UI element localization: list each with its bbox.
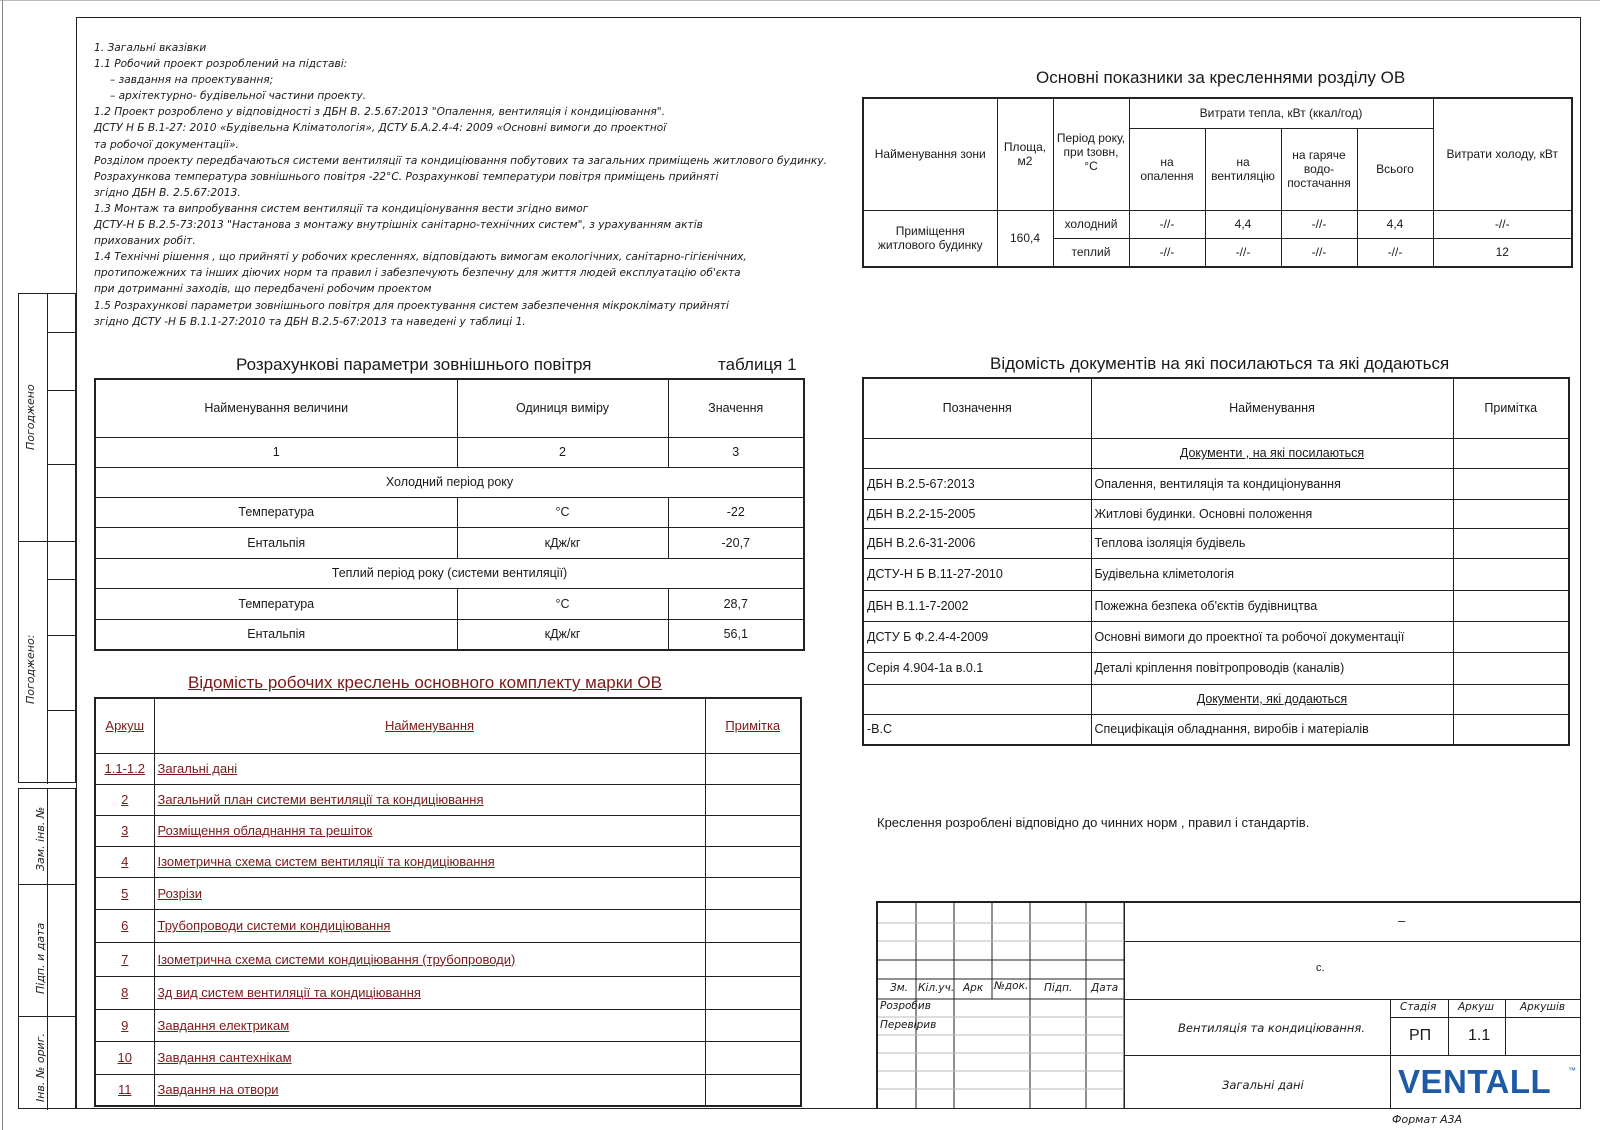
table-cell <box>705 1041 801 1074</box>
drawings-table <box>94 697 802 1107</box>
stamp-col-sheet: Арк <box>963 982 984 994</box>
table-cell: Температура <box>95 588 457 619</box>
agreed-label-2: Погоджено: <box>24 634 37 704</box>
inventory-strip <box>18 788 76 1109</box>
table-cell: °С <box>457 497 668 527</box>
stamp-section: Вентиляція та кондиціювання. <box>1178 1021 1365 1035</box>
doc-code: ДСТУ Б Ф.2.4-4-2009 <box>863 621 1091 652</box>
table-cell <box>705 1009 801 1041</box>
format-label: Формат А3А <box>1392 1113 1463 1126</box>
params-header-value: Значення <box>668 379 804 437</box>
documents-table <box>862 377 1570 746</box>
table-cell <box>1453 621 1569 652</box>
table-cell <box>705 1074 801 1106</box>
drawings-header-note: Примітка <box>705 698 801 753</box>
stamp-sheet-title: Загальні дані <box>1222 1078 1304 1092</box>
drawing-title-link[interactable]: Розрізи <box>154 877 705 909</box>
table-cell <box>1453 652 1569 684</box>
drawing-title-link[interactable]: Загальні дані <box>154 753 705 784</box>
drawing-sheet-link[interactable]: 1.1-1.2 <box>95 753 154 784</box>
table-cell: теплий <box>1053 238 1129 267</box>
stamp-line <box>1390 1017 1581 1018</box>
general-notes <box>94 40 854 330</box>
note-line: Розрахункова температура зовнішнього повітря -22°С. Розрахункові температури повітря приміщень прийняті <box>94 170 719 183</box>
doc-code: ДСТУ-Н Б В.11-27-2010 <box>863 558 1091 590</box>
table-cell <box>1453 438 1569 468</box>
doc-name: Опалення, вентиляція та кондиціонування <box>1091 468 1453 499</box>
doc-name: Будівельна кліметологія <box>1091 558 1453 590</box>
drawing-title-link[interactable]: 3д вид систем вентиляції та кондиціювання <box>154 976 705 1009</box>
note-line: – завдання на проектування; <box>110 74 274 87</box>
indicators-table <box>862 97 1573 268</box>
table-cell: 4,4 <box>1205 210 1281 238</box>
note-line: та робочої документації». <box>94 138 239 151</box>
indicators-header-area: Площа, м2 <box>997 98 1053 210</box>
original-inv-label: Інв. № ориг. <box>34 1033 47 1102</box>
doc-name: Основні вимоги до проектної та робочої документації <box>1091 621 1453 652</box>
indicators-header-heat: Витрати тепла, кВт (ккал/год) <box>1129 98 1433 128</box>
stamp-sheet-value: 1.1 <box>1468 1027 1491 1044</box>
drawing-title-link[interactable]: Завдання сантехнікам <box>154 1041 705 1074</box>
title-block <box>876 901 1581 1109</box>
table-cell: -20,7 <box>668 527 804 558</box>
note-line: протипожежних та інших діючих норм та правил і забезпечують безпечну для життя людей експлуатацію об'єкта <box>94 267 741 280</box>
indicators-header-cold: Витрати холоду, кВт <box>1433 98 1572 210</box>
doc-code: -В.С <box>863 714 1091 745</box>
drawing-sheet-link[interactable]: 10 <box>95 1041 154 1074</box>
drawing-title-link[interactable]: Завдання на отвори <box>154 1074 705 1106</box>
table-cell: кДж/кг <box>457 619 668 650</box>
doc-name: Теплова ізоляція будівель <box>1091 528 1453 558</box>
table-cell: -//- <box>1129 210 1205 238</box>
stamp-line <box>1124 1055 1581 1056</box>
table-cell <box>705 784 801 815</box>
table-cell: 56,1 <box>668 619 804 650</box>
table-cell <box>863 684 1091 714</box>
drawing-sheet-link[interactable]: 4 <box>95 846 154 877</box>
drawing-title-link[interactable]: Ізометрична схема системи кондиціювання (трубопроводи) <box>154 942 705 976</box>
ventall-logo: VENTALL <box>1398 1063 1552 1100</box>
note-line: ДСТУ-Н Б В.2.5-73:2013 "Настанова з монтажу внутрішніх санітарно-технічних систем", з урахуванням актів <box>94 219 703 232</box>
doc-code: ДБН В.1.1-7-2002 <box>863 590 1091 621</box>
doc-name: Житлові будинки. Основні положення <box>1091 499 1453 528</box>
table-cell <box>705 753 801 784</box>
warm-period-label: Теплий період року (системи вентиляції) <box>95 558 804 588</box>
documents-header-designation: Позначення <box>863 378 1091 438</box>
attached-docs-section: Документи, які додаються <box>1091 684 1453 714</box>
table-cell <box>1453 499 1569 528</box>
table-cell <box>1453 468 1569 499</box>
table-cell <box>1453 590 1569 621</box>
drawing-title-link[interactable]: Розміщення обладнання та решіток <box>154 815 705 846</box>
approval-strip-1 <box>18 293 76 783</box>
table-cell: -22 <box>668 497 804 527</box>
ventall-trademark: ™ <box>1568 1066 1576 1075</box>
table-cell: Температура <box>95 497 457 527</box>
table-cell: -//- <box>1205 238 1281 267</box>
table-cell <box>705 942 801 976</box>
stamp-object: с. <box>1316 962 1325 974</box>
stamp-right-border <box>1124 903 1125 1109</box>
drawing-sheet-link[interactable]: 3 <box>95 815 154 846</box>
table-cell: 28,7 <box>668 588 804 619</box>
drawing-sheet-link[interactable]: 7 <box>95 942 154 976</box>
drawings-header-sheet: Аркуш <box>95 698 154 753</box>
zone-area: 160,4 <box>997 210 1053 267</box>
table-cell: °С <box>457 588 668 619</box>
note-line: 1.3 Монтаж та випробування систем вентиляції та кондиціонування вести згідно вимог <box>94 202 589 215</box>
indicators-header-ventilation: на вентиляцію <box>1205 128 1281 210</box>
drawings-header-name: Найменування <box>154 698 705 753</box>
table-cell <box>705 976 801 1009</box>
table-cell <box>1453 558 1569 590</box>
note-line: згідно ДСТУ -Н Б В.1.1-27:2010 та ДБН В.2.5-67:2013 та наведені у таблиці 1. <box>94 315 526 328</box>
table-cell: 4,4 <box>1357 210 1433 238</box>
note-line: при дотриманні заходів, що передбачені робочим проектом <box>94 283 432 296</box>
params-num-1: 1 <box>95 437 457 467</box>
stamp-stage-header: Стадія <box>1400 1001 1437 1013</box>
note-line: 1.1 Робочий проект розроблений на підставі: <box>94 58 348 71</box>
params-header-name: Найменування величини <box>95 379 457 437</box>
table-cell: Ентальпія <box>95 527 457 558</box>
note-line: 1.4 Технічні рішення , що прийняті у робочих кресленнях, відповідають вимогам екологічних, санітарно-гігієнічних, <box>94 251 747 264</box>
params-num-3: 3 <box>668 437 804 467</box>
indicators-header-hot-water: на гаряче водо-постачання <box>1281 128 1357 210</box>
table-cell: кДж/кг <box>457 527 668 558</box>
indicators-title: Основні показники за кресленнями розділу ОВ <box>1036 68 1406 87</box>
drawing-sheet-link[interactable]: 6 <box>95 909 154 942</box>
agreed-label: Погоджено <box>24 384 37 450</box>
replaced-inv-label: Зам. інв. № <box>34 806 47 871</box>
table-cell: -//- <box>1433 210 1572 238</box>
drawing-title-link[interactable]: Трубопроводи системи кондиціювання <box>154 909 705 942</box>
stamp-col-sign: Підп. <box>1044 982 1073 994</box>
table-cell <box>1453 684 1569 714</box>
drawing-sheet-link[interactable]: 2 <box>95 784 154 815</box>
stamp-sheet-header: Аркуш <box>1458 1001 1495 1013</box>
table-cell <box>705 815 801 846</box>
table-cell <box>1453 714 1569 745</box>
compliance-statement: Креслення розроблені відповідно до чинних норм , правил і стандартів. <box>877 815 1310 830</box>
indicators-header-zone: Найменування зони <box>863 98 997 210</box>
table-cell <box>705 877 801 909</box>
stamp-line <box>1124 999 1581 1000</box>
doc-code: ДБН В.2.5-67:2013 <box>863 468 1091 499</box>
drawing-title-link[interactable]: Загальний план системи вентиляції та кондиціювання <box>154 784 705 815</box>
table-cell: -//- <box>1281 238 1357 267</box>
drawing-title-link[interactable]: Завдання електрикам <box>154 1009 705 1041</box>
doc-code: ДБН В.2.2-15-2005 <box>863 499 1091 528</box>
stamp-checked-label: Перевірив <box>880 1019 937 1031</box>
drawing-sheet-link[interactable]: 5 <box>95 877 154 909</box>
note-line: згідно ДБН В. 2.5.67:2013. <box>94 186 241 199</box>
drawing-sheet-link[interactable]: 8 <box>95 976 154 1009</box>
table-cell <box>705 846 801 877</box>
documents-header-name: Найменування <box>1091 378 1453 438</box>
stamp-line <box>1390 999 1391 1109</box>
stamp-stage-value: РП <box>1409 1027 1432 1044</box>
stamp-developed-label: Розробив <box>880 1000 931 1012</box>
stamp-line <box>1505 999 1506 1055</box>
doc-name: Пожежна безпека об'єктів будівництва <box>1091 590 1453 621</box>
table-cell: -//- <box>1357 238 1433 267</box>
doc-code: ДБН В.2.6-31-2006 <box>863 528 1091 558</box>
note-line: – архітектурно- будівельної частини проекту. <box>110 90 367 103</box>
doc-name: Деталі кріплення повітропроводів (каналів) <box>1091 652 1453 684</box>
params-title: Розрахункові параметри зовнішнього повітря <box>236 355 592 374</box>
table-cell: Ентальпія <box>95 619 457 650</box>
cold-period-label: Холодний період року <box>95 467 804 497</box>
doc-name: Специфікація обладнання, виробів і матеріалів <box>1091 714 1453 745</box>
table-cell <box>1453 528 1569 558</box>
indicators-header-period: Період року, при tзовн, °С <box>1053 98 1129 210</box>
table-cell: -//- <box>1129 238 1205 267</box>
note-line: 1.2 Проект розроблено у відповідності з ДБН В. 2.5.67:2013 "Опалення, вентиляція і кондиціювання". <box>94 106 665 119</box>
table-cell: холодний <box>1053 210 1129 238</box>
note-line: ДСТУ Н Б В.1-27: 2010 «Будівельна Кліматологія», ДСТУ Б.А.2.4-4: 2009 «Основні вимоги до проектної <box>94 122 667 135</box>
note-line: 1.5 Розрахункові параметри зовнішнього повітря для проектування систем забезпечення мікроклімату прийняті <box>94 299 729 312</box>
stamp-sheets-header: Аркушів <box>1520 1001 1566 1013</box>
table-cell <box>863 438 1091 468</box>
params-table <box>94 378 805 651</box>
params-table-number: таблиця 1 <box>718 355 797 374</box>
stamp-col-qty: Кіл.уч. <box>918 982 955 994</box>
stamp-line <box>1448 999 1449 1055</box>
table-cell <box>705 909 801 942</box>
signature-date-label: Підп. и дата <box>34 922 47 994</box>
table-cell: -//- <box>1281 210 1357 238</box>
doc-code: Серія 4.904-1а в.0.1 <box>863 652 1091 684</box>
params-header-unit: Одиниця виміру <box>457 379 668 437</box>
zone-name: Приміщення житлового будинку <box>863 210 997 267</box>
drawings-title: Відомість робочих креслень основного комплекту марки ОВ <box>188 673 662 692</box>
note-line: Розділом проекту передбачаються системи вентиляції та кондиціювання побутових та загальних приміщень житлового будинку. <box>94 154 827 167</box>
documents-title: Відомість документів на які посилаються та які додаються <box>990 354 1450 373</box>
stamp-col-date: Дата <box>1091 982 1119 994</box>
stamp-dash: – <box>1398 913 1406 928</box>
drawing-sheet-link[interactable]: 9 <box>95 1009 154 1041</box>
indicators-header-heating: на опалення <box>1129 128 1205 210</box>
indicators-header-total: Всього <box>1357 128 1433 210</box>
stamp-col-change: Зм. <box>890 982 908 994</box>
note-line: 1. Загальні вказівки <box>94 42 207 54</box>
documents-header-note: Примітка <box>1453 378 1569 438</box>
drawing-sheet-link[interactable]: 11 <box>95 1074 154 1106</box>
table-cell: 12 <box>1433 238 1572 267</box>
stamp-col-doc: №док. <box>994 980 1029 992</box>
stamp-line <box>1124 941 1581 942</box>
referenced-docs-section: Документи , на які посилаються <box>1091 438 1453 468</box>
drawing-title-link[interactable]: Ізометрична схема систем вентиляції та кондиціювання <box>154 846 705 877</box>
params-num-2: 2 <box>457 437 668 467</box>
note-line: прихованих робіт. <box>94 235 196 248</box>
